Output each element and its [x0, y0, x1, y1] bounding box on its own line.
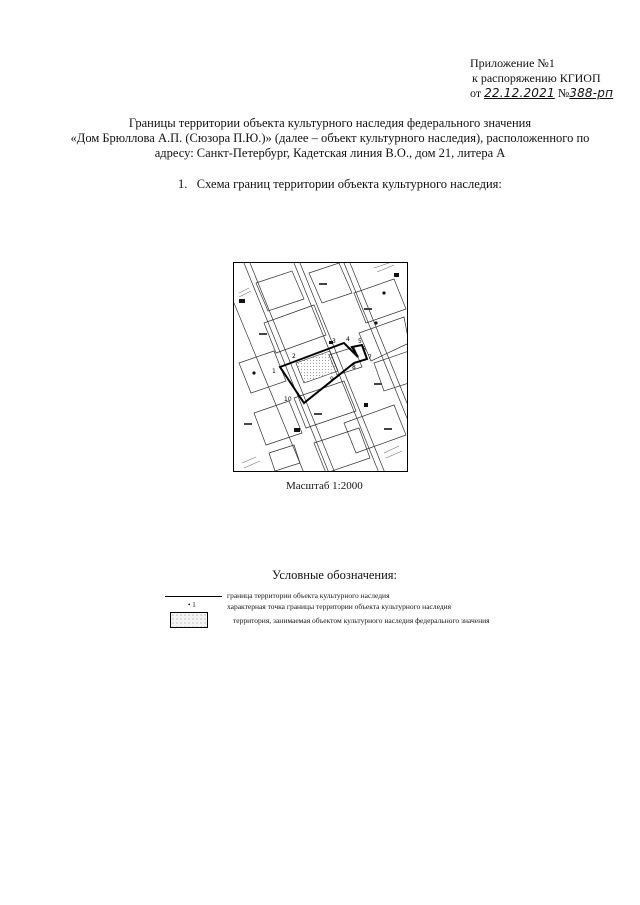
date-prefix: от [470, 86, 482, 100]
annex-header [470, 56, 630, 101]
legend-item-boundary: граница территории объекта культурного наследия [227, 591, 390, 600]
handwritten-date: 22.12.2021 [484, 86, 555, 100]
point-label-4: 4 [346, 336, 350, 343]
legend-item-territory: территория, занимаемая объектом культурного наследия федерального значения [233, 616, 490, 625]
title-line-2: «Дом Брюллова А.П. (Сюзора П.Ю.)» (далее – объект культурного наследия), расположенного по [70, 131, 590, 145]
point-label-3: 3 [332, 338, 336, 345]
point-label-5: 5 [358, 338, 362, 345]
legend-boundary-line [165, 596, 222, 597]
annex-date-line [470, 86, 630, 101]
point-label-2: 2 [292, 353, 296, 360]
number-prefix: № [557, 86, 570, 100]
section-number: 1. [178, 177, 188, 191]
section-heading [178, 177, 502, 192]
map-drawing [234, 263, 408, 472]
legend-point-symbol: • 1 [188, 601, 196, 609]
annex-line-2: к распоряжению КГИОП [472, 71, 601, 85]
title-line-3: адресу: Санкт-Петербург, Кадетская линия В.О., дом 21, литера А [154, 146, 506, 160]
legend-territory-swatch [170, 612, 208, 628]
point-label-9: 9 [330, 376, 334, 383]
point-label-8: 8 [352, 364, 356, 371]
point-label-7: 7 [368, 354, 372, 361]
handwritten-number: 388-рп [569, 86, 614, 100]
point-label-6: 6 [362, 346, 366, 353]
legend-item-point: характерная точка границы территории объекта культурного наследия [227, 602, 452, 611]
annex-line-1: Приложение №1 [470, 56, 555, 70]
boundary-map [233, 262, 408, 472]
point-label-10: 10 [284, 396, 292, 403]
title-line-1: Границы территории объекта культурного наследия федерального значения [128, 116, 532, 130]
point-label-1: 1 [272, 368, 276, 375]
map-scale: Масштаб 1:2000 [286, 480, 363, 492]
legend-title: Условные обозначения: [272, 568, 398, 582]
document-title [50, 116, 610, 161]
section-text: Схема границ территории объекта культурного наследия: [196, 177, 502, 191]
